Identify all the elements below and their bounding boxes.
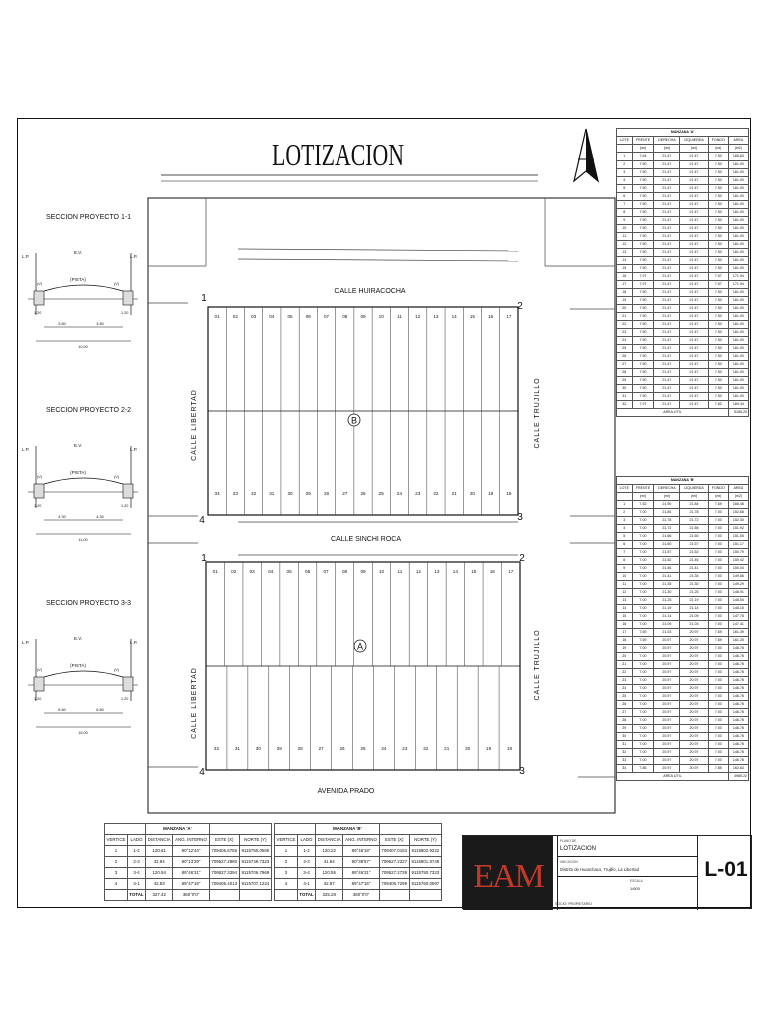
lot-number: 12 [415, 569, 421, 574]
lot-number: 10 [378, 314, 384, 319]
table-total-label: TOTAL [127, 890, 145, 901]
table-row: 27 7.00 20.97 20.97 7.00 146.78 [617, 709, 749, 717]
table-row: 13 7.50 21.47 21.47 7.50 161.00 [617, 249, 749, 257]
section-1 [22, 214, 138, 349]
table-unit: (m2) [728, 145, 748, 153]
table-header: FONDO [708, 137, 728, 145]
project-caption: PLANO DE [560, 839, 577, 843]
lot-number: 28 [297, 746, 303, 751]
title-block-info [557, 836, 697, 910]
corner-number: 4 [199, 767, 205, 778]
table-row: 29 7.50 21.47 21.47 7.50 161.00 [617, 377, 749, 385]
lot-number: 20 [465, 746, 471, 751]
table-row: 11 7.50 21.47 21.47 7.50 161.00 [617, 233, 749, 241]
company-logo [463, 836, 553, 910]
table-row: 1 7.52 21.90 21.84 7.69 166.46 [617, 501, 749, 509]
street-sinchi-label: CALLE SINCHI ROCA [330, 536, 402, 543]
table-row: 10 7.00 21.41 21.35 7.00 149.66 [617, 573, 749, 581]
lot-table-b [616, 476, 749, 781]
table-row: 13 7.00 21.25 21.19 7.00 148.54 [617, 597, 749, 605]
section-3 [22, 600, 138, 735]
lot-number: 29 [305, 491, 311, 496]
street-prado-label: AVENIDA PRADO [317, 788, 375, 795]
table-row: 5 7.50 21.47 21.47 7.50 161.00 [617, 185, 749, 193]
table-row: 17 7.97 21.47 21.47 7.97 171.04 [617, 281, 749, 289]
drawing-title: LOTIZACION [272, 137, 404, 172]
north-arrow-icon [574, 129, 598, 181]
table-row: 28 7.50 21.47 21.47 7.50 161.00 [617, 369, 749, 377]
lot-number: 33 [232, 491, 238, 496]
table-footer-label: AREA UTIL [617, 773, 729, 781]
section-pista: (PISTA) [70, 277, 86, 282]
cross-sections [22, 214, 138, 735]
owner-label: SOCIO: PROPIETARIO [555, 902, 592, 906]
lot-number: 16 [488, 314, 494, 319]
section-side-right: 1.20 [121, 311, 129, 315]
corner-number: 1 [201, 553, 207, 564]
table-row: 9 7.00 21.46 21.41 7.00 150.04 [617, 565, 749, 573]
section-pista: (PISTA) [70, 663, 86, 668]
table-title: MANZANA 'A' [617, 129, 749, 137]
section-v-left: (V) [37, 475, 43, 479]
lot-number: 07 [323, 569, 329, 574]
table-row: 29 7.00 20.97 20.97 7.00 146.78 [617, 725, 749, 733]
section-half-left: 3.80 [58, 322, 66, 326]
corner-number: 3 [517, 512, 523, 523]
sheet-number: L-01 [704, 858, 748, 881]
lot-number: 17 [506, 314, 512, 319]
table-row: 1 7.64 21.47 21.47 7.50 165.83 [617, 153, 749, 161]
lot-number: 20 [469, 491, 475, 496]
table-row: 16 7.00 21.09 21.03 7.00 147.41 [617, 621, 749, 629]
table-row: 31 7.00 20.97 20.97 7.00 146.78 [617, 741, 749, 749]
lot-number: 05 [286, 569, 292, 574]
lot-number: 25 [378, 491, 384, 496]
block-letter: A [356, 641, 364, 652]
section-ev: E.V. [73, 250, 83, 255]
table-header: ESTE (X) [209, 835, 239, 846]
coord-table-b [274, 823, 442, 901]
lot-number: 14 [451, 314, 457, 319]
lot-number: 02 [231, 569, 237, 574]
table-row: 7 7.00 21.57 21.52 7.00 150.79 [617, 549, 749, 557]
table-unit: (m2) [728, 493, 748, 501]
lot-number: 28 [323, 491, 330, 496]
section-half-right: 4.30 [96, 515, 104, 519]
lot-number: 01 [214, 314, 220, 319]
lot-number: 24 [396, 491, 403, 496]
section-half-right: 3.80 [96, 322, 104, 326]
table-row: 11 7.00 21.35 21.30 7.00 149.29 [617, 581, 749, 589]
section-side-right: 1.20 [121, 504, 129, 508]
lot-number: 01 [212, 569, 218, 574]
table-header: NORTE (Y) [239, 835, 271, 846]
lot-number: 09 [360, 314, 366, 319]
table-row: 8 7.50 21.47 21.47 7.50 161.00 [617, 209, 749, 217]
section-ev: E.V. [73, 636, 83, 641]
coord-table-a [104, 823, 272, 901]
table-header: AREA [728, 485, 748, 493]
table-header: LOTE [617, 137, 633, 145]
table-row: 4 4-1 42.93 89°47'16" 709406.4013 9115707.1224 [105, 879, 272, 890]
table-row: 1 1-2 120.61 90°12'44" 709406.6756 9115750.0550 [105, 846, 272, 857]
section-lp-right: L.P. [130, 254, 138, 259]
table-row: 21 7.00 20.97 20.97 7.00 146.78 [617, 661, 749, 669]
table-unit [617, 145, 633, 153]
table-row: 32 7.97 21.47 21.47 7.82 169.34 [617, 401, 749, 409]
table-row: 18 7.50 21.47 21.47 7.50 161.00 [617, 289, 749, 297]
table-row: 24 7.00 20.97 20.97 7.00 146.78 [617, 685, 749, 693]
table-total-angle: 360°0'0" [343, 890, 379, 901]
table-header: IZQUIERDA [680, 485, 708, 493]
block-B [199, 293, 523, 526]
table-row: 17 7.69 21.03 20.97 7.69 161.39 [617, 629, 749, 637]
section-2 [22, 407, 138, 542]
table-total-label: TOTAL [297, 890, 315, 901]
lot-number: 11 [397, 569, 403, 574]
lot-number: 13 [434, 569, 440, 574]
table-title: MANZANA 'B' [617, 477, 749, 485]
table-header: NORTE (Y) [409, 835, 441, 846]
sheet-code [697, 836, 753, 910]
lot-number: 32 [213, 746, 220, 751]
table-row: 14 7.50 21.47 21.47 7.50 161.00 [617, 257, 749, 265]
table-title: MANZANA 'A' [146, 824, 210, 835]
section-lp-left: L.P. [22, 254, 30, 259]
section-v-left: (V) [37, 282, 43, 286]
section-ev: E.V. [73, 443, 83, 448]
section-title: SECCION PROYECTO 3-3 [46, 600, 132, 607]
lot-number: 22 [423, 746, 429, 751]
lot-number: 22 [433, 491, 439, 496]
table-row: 2 7.50 21.47 21.47 7.50 161.00 [617, 161, 749, 169]
table-row: 22 7.00 20.97 20.97 7.00 146.78 [617, 669, 749, 677]
location-caption: UBICACION [560, 860, 578, 864]
lot-number: 30 [255, 746, 261, 751]
lot-number: 02 [232, 314, 238, 319]
lot-number: 32 [251, 491, 257, 496]
table-total-distance: 325.28 [316, 890, 343, 901]
section-lp-left: L.P. [22, 447, 30, 452]
lot-number: 08 [342, 314, 348, 319]
lot-number: 19 [488, 491, 494, 496]
table-row: 1 1-2 120.22 89°46'18" 709407.0153 9115802.9222 [275, 846, 442, 857]
section-lp-right: L.P. [130, 640, 138, 645]
lot-number: 26 [360, 491, 366, 496]
table-title: MANZANA 'B' [316, 824, 380, 835]
table-row: 3 7.50 21.47 21.47 7.50 161.00 [617, 169, 749, 177]
lot-number: 15 [469, 314, 475, 319]
corner-number: 1 [201, 293, 207, 304]
lot-number: 07 [323, 314, 330, 319]
lot-number: 10 [378, 569, 385, 574]
table-row: 30 7.00 20.97 20.97 7.00 146.78 [617, 733, 749, 741]
table-row: 15 7.00 21.14 21.09 7.00 147.78 [617, 613, 749, 621]
lot-number: 03 [249, 569, 255, 574]
project-name: LOTIZACION [560, 846, 597, 852]
scale-value: 1/600 [630, 886, 641, 891]
lot-number: 08 [341, 569, 348, 574]
table-header: ANG. INTERNO [343, 835, 379, 846]
section-total: 10.00 [78, 345, 88, 349]
lot-number: 27 [342, 491, 348, 496]
lot-number: 13 [433, 314, 439, 319]
table-row: 30 7.50 21.47 21.47 7.50 161.00 [617, 385, 749, 393]
table-header: LADO [297, 835, 315, 846]
section-side-left: 1.20 [34, 697, 42, 701]
table-row: 19 7.00 20.97 20.97 7.00 146.78 [617, 645, 749, 653]
corner-number: 3 [519, 766, 525, 777]
corner-number: 4 [199, 515, 205, 526]
lot-number: 11 [397, 314, 402, 319]
lot-number: 04 [269, 314, 275, 319]
table-unit: (ml) [654, 493, 680, 501]
table-row: 14 7.00 21.19 21.14 7.00 148.16 [617, 605, 749, 613]
table-header: DERECHA [654, 137, 680, 145]
corner-number: 2 [517, 301, 523, 312]
lot-number: 05 [287, 314, 293, 319]
logo-text: EAM [473, 858, 543, 895]
lot-number: 27 [318, 746, 324, 751]
table-row: 3 3-4 120.94 89°46'31" 709527.3394 9115706.7969 [105, 868, 272, 879]
table-unit: (ml) [654, 145, 680, 153]
table-unit: (ml) [632, 493, 654, 501]
table-header: LOTE [617, 485, 633, 493]
lot-number: 12 [415, 314, 421, 319]
table-row: 9 7.50 21.47 21.47 7.50 161.00 [617, 217, 749, 225]
lot-number: 19 [486, 746, 492, 751]
table-header: FRENTE [632, 137, 654, 145]
table-header: FONDO [708, 485, 728, 493]
section-half-left: 6.80 [58, 708, 66, 712]
table-row: 4 4-1 42.87 89°47'16" 709406.7299 9115760.0597 [275, 879, 442, 890]
table-total-distance: 327.42 [146, 890, 173, 901]
table-row: 2 2-3 41.64 90°39'57" 709527.2227 9115801.8749 [275, 857, 442, 868]
table-row: 12 7.00 21.30 21.25 7.00 148.91 [617, 589, 749, 597]
lot-number: 21 [451, 491, 457, 496]
table-unit: (ml) [680, 145, 708, 153]
lot-number: 18 [506, 746, 513, 751]
section-half-right: 6.80 [96, 708, 104, 712]
table-row: 20 7.00 20.97 20.97 7.00 146.78 [617, 653, 749, 661]
table-header: LADO [127, 835, 145, 846]
table-header: DERECHA [654, 485, 680, 493]
table-row: 34 7.85 20.97 20.97 7.85 162.63 [617, 765, 749, 773]
lot-number: 16 [489, 569, 495, 574]
scale-caption: ESCALA [630, 879, 643, 883]
section-side-right: 1.20 [121, 697, 129, 701]
table-row: 5 7.00 21.66 21.60 7.00 151.55 [617, 533, 749, 541]
table-row: 6 7.50 21.47 21.47 7.50 161.00 [617, 193, 749, 201]
section-side-left: 1.20 [34, 504, 42, 508]
lot-number: 23 [415, 491, 421, 496]
table-unit: (ml) [632, 145, 654, 153]
lot-number: 34 [214, 491, 220, 496]
table-unit: (ml) [708, 145, 728, 153]
lot-number: 29 [276, 746, 282, 751]
section-side-left: 1.20 [34, 311, 42, 315]
section-lp-right: L.P. [130, 447, 138, 452]
table-row: 27 7.50 21.47 21.47 7.50 161.00 [617, 361, 749, 369]
section-total: 11.00 [78, 538, 88, 542]
table-row: 12 7.50 21.47 21.47 7.50 161.00 [617, 241, 749, 249]
table-row: 10 7.50 21.47 21.47 7.50 161.00 [617, 225, 749, 233]
table-unit: (ml) [708, 493, 728, 501]
block-A [199, 553, 525, 778]
corner-number: 2 [519, 553, 525, 564]
street-huiracocha-label: CALLE HUIRACOCHA [334, 288, 406, 295]
lot-number: 30 [287, 491, 293, 496]
table-header: VERTICE [275, 835, 298, 846]
lot-table-a [616, 128, 749, 417]
street-libertad-label-2: CALLE LIBERTAD [191, 667, 198, 739]
table-row: 3 3-4 120.55 89°46'31" 709527.2739 9115750.7323 [275, 868, 442, 879]
table-footer-value: 5185.25 [728, 409, 748, 417]
table-header: AREA [728, 137, 748, 145]
table-row: 25 7.00 20.97 20.97 7.00 146.78 [617, 693, 749, 701]
table-row: 4 7.50 21.47 21.47 7.50 161.00 [617, 177, 749, 185]
table-footer-value: 4985.22 [728, 773, 748, 781]
street-lines [148, 198, 615, 777]
table-row: 24 7.50 21.47 21.47 7.50 161.00 [617, 337, 749, 345]
table-row: 32 7.00 20.97 20.97 7.00 146.78 [617, 749, 749, 757]
lot-number: 14 [452, 569, 458, 574]
table-row: 2 2-3 42.94 90°13'29" 709527.2880 9115749.7323 [105, 857, 272, 868]
table-row: 19 7.50 21.47 21.47 7.50 161.00 [617, 297, 749, 305]
table-row: 23 7.50 21.47 21.47 7.50 161.00 [617, 329, 749, 337]
lot-number: 03 [251, 314, 257, 319]
section-v-left: (V) [37, 668, 43, 672]
lot-number: 31 [269, 491, 275, 496]
table-row: 22 7.50 21.47 21.47 7.50 161.00 [617, 321, 749, 329]
table-row: 4 7.00 21.72 21.66 7.00 151.92 [617, 525, 749, 533]
table-row: 23 7.00 20.97 20.97 7.00 146.78 [617, 677, 749, 685]
section-v-right: (V) [114, 668, 120, 672]
table-row: 28 7.00 20.97 20.97 7.00 146.78 [617, 717, 749, 725]
section-lp-left: L.P. [22, 640, 30, 645]
table-row: 20 7.50 21.47 21.47 7.50 161.00 [617, 305, 749, 313]
table-header: FRENTE [632, 485, 654, 493]
block-letter: B [350, 415, 358, 426]
table-row: 21 7.50 21.47 21.47 7.50 161.00 [617, 313, 749, 321]
table-footer-label: AREA UTIL [617, 409, 729, 417]
lot-number: 31 [234, 746, 240, 751]
street-libertad-label-1: CALLE LIBERTAD [191, 389, 198, 461]
table-unit [617, 493, 633, 501]
table-row: 2 7.00 21.84 21.78 7.00 152.68 [617, 509, 749, 517]
lot-number: 26 [339, 746, 345, 751]
table-row: 26 7.50 21.47 21.47 7.50 161.00 [617, 353, 749, 361]
lot-number: 06 [305, 569, 311, 574]
street-trujillo-label-1: CALLE TRUJILLO [534, 377, 541, 449]
table-row: 25 7.50 21.47 21.47 7.50 161.00 [617, 345, 749, 353]
lot-number: 24 [381, 746, 387, 751]
lot-number: 04 [268, 569, 274, 574]
table-header: IZQUIERDA [680, 137, 708, 145]
drawing-sheet [17, 118, 751, 908]
table-row: 16 7.97 21.47 21.47 7.97 171.04 [617, 273, 749, 281]
section-pista: (PISTA) [70, 470, 86, 475]
street-labels [191, 288, 541, 795]
lot-number: 21 [444, 746, 450, 751]
table-header: VERTICE [105, 835, 128, 846]
table-total-angle: 360°0'0" [173, 890, 209, 901]
lot-number: 17 [508, 569, 514, 574]
section-v-right: (V) [114, 282, 120, 286]
section-half-left: 4.30 [58, 515, 66, 519]
lot-number: 18 [506, 491, 512, 496]
table-header: DISTANCIA [146, 835, 173, 846]
table-header: ESTE (X) [379, 835, 409, 846]
table-row: 26 7.00 20.97 20.97 7.00 146.78 [617, 701, 749, 709]
section-total: 16.00 [78, 731, 88, 735]
street-trujillo-label-2: CALLE TRUJILLO [534, 629, 541, 701]
lot-number: 09 [360, 569, 366, 574]
table-row: 3 7.00 21.78 21.72 7.00 152.30 [617, 517, 749, 525]
table-row: 31 7.50 21.47 21.47 7.50 161.00 [617, 393, 749, 401]
table-row: 6 7.00 21.60 21.57 7.00 151.17 [617, 541, 749, 549]
section-title: SECCION PROYECTO 2-2 [46, 407, 132, 414]
lot-number: 23 [402, 746, 408, 751]
table-header: ANG. INTERNO [173, 835, 209, 846]
table-row: 7 7.50 21.47 21.47 7.50 161.00 [617, 201, 749, 209]
table-row: 18 7.69 20.97 20.97 7.69 161.25 [617, 637, 749, 645]
lot-number: 15 [471, 569, 477, 574]
lot-number: 06 [305, 314, 311, 319]
lot-number: 25 [360, 746, 366, 751]
table-row: 8 7.00 21.52 21.46 7.00 150.42 [617, 557, 749, 565]
title-block [462, 835, 752, 909]
table-unit: (ml) [680, 493, 708, 501]
table-row: 15 7.50 21.47 21.47 7.50 161.00 [617, 265, 749, 273]
location-value: Distrito de Huanchaco, Trujillo, La Libertad [560, 867, 639, 872]
section-title: SECCION PROYECTO 1-1 [46, 214, 132, 221]
table-row: 33 7.00 20.97 20.97 7.00 146.78 [617, 757, 749, 765]
section-v-right: (V) [114, 475, 120, 479]
table-header: DISTANCIA [316, 835, 343, 846]
